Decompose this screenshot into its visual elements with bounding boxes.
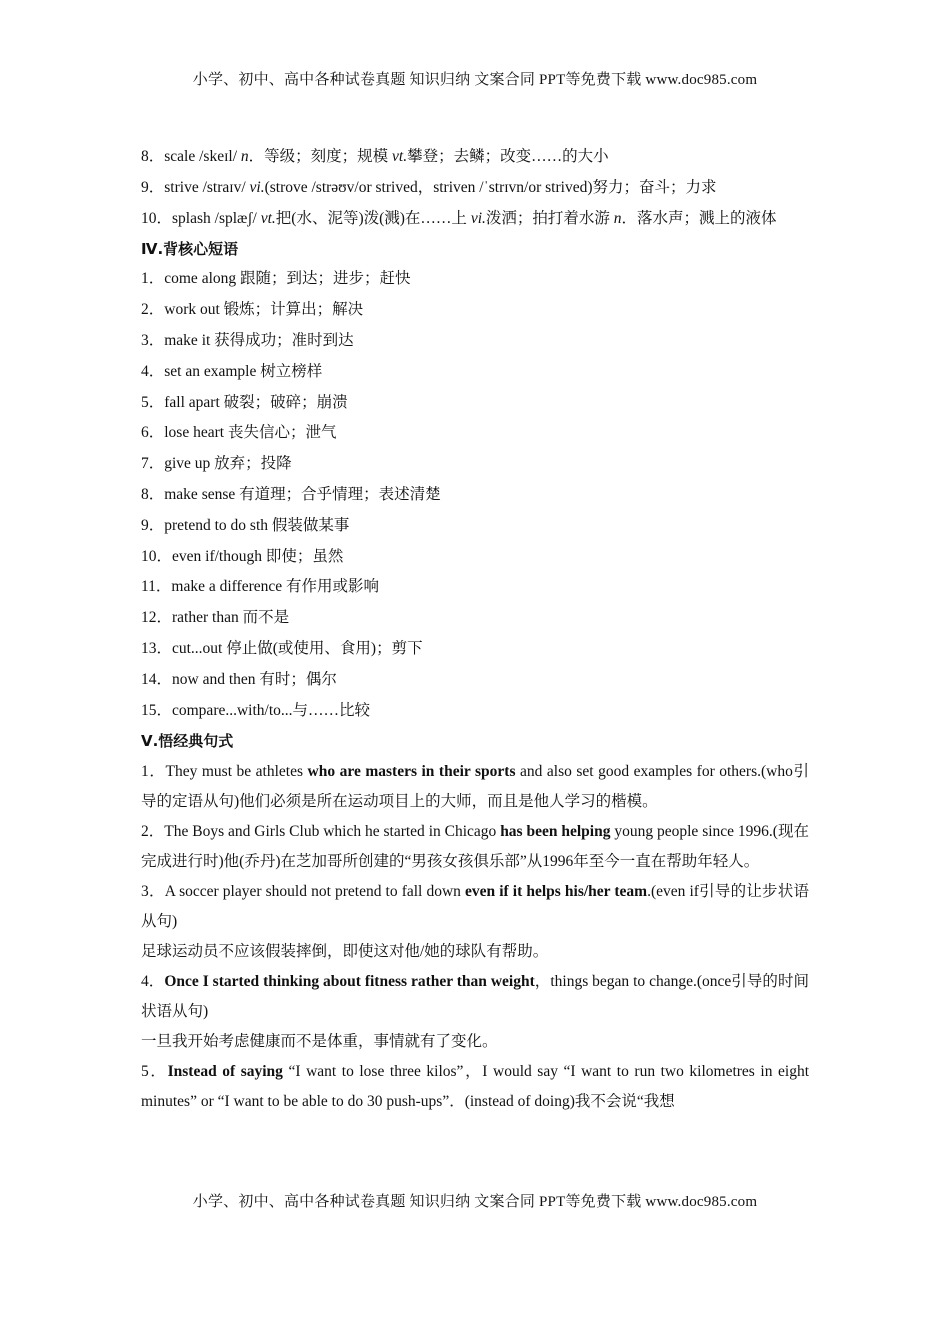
sentence-item-3 xyxy=(141,877,809,937)
sentence-text: 5． xyxy=(141,1063,168,1081)
vocab-word: strive /straɪv/ xyxy=(164,178,250,196)
vocab-item-8 xyxy=(141,142,809,173)
phrase-item: 11．make a difference 有作用或影响 xyxy=(141,578,380,596)
vocab-definition: ．等级；刻度；规模 xyxy=(248,148,393,165)
phrase-item: 5．fall apart 破裂；破碎；崩溃 xyxy=(141,393,348,411)
phrase-item: 12．rather than 而不是 xyxy=(141,609,290,627)
phrase-item: 8．make sense 有道理；合乎情理；表述清楚 xyxy=(141,485,441,503)
phrase-item: 2．work out 锻炼；计算出；解决 xyxy=(141,301,364,319)
part-of-speech: vt. xyxy=(392,148,408,165)
phrase-item: 7．give up 放弃；投降 xyxy=(141,455,292,473)
sentence-text: 2．The Boys and Girls Club which he started in Chicago xyxy=(141,823,501,841)
vocab-definition: ．落水声；溅上的液体 xyxy=(621,209,777,227)
part-of-speech: vt. xyxy=(260,209,276,227)
sentence-text: ，things began to change.(once引导的时间状语从句) xyxy=(141,973,809,1021)
vocab-item-10 xyxy=(141,204,809,234)
section-heading-sentences: Ⅴ.悟经典句式 xyxy=(141,732,234,751)
item-number: 8． xyxy=(141,148,165,165)
document-body xyxy=(141,142,809,1117)
part-of-speech: n xyxy=(613,209,622,227)
vocab-definition: 把(水、泥等)泼(溅)在……上 xyxy=(275,209,471,227)
vocab-item-9 xyxy=(141,173,809,204)
page-header: 小学、初中、高中各种试卷真题 知识归纳 文案合同 PPT等免费下载 www.doc985.com xyxy=(192,72,758,88)
sentence-translation-4: 一旦我开始考虑健康而不是体重，事情就有了变化。 xyxy=(141,1033,498,1051)
sentence-highlight: Instead of saying xyxy=(167,1063,283,1081)
sentence-item-4 xyxy=(141,967,809,1027)
vocab-definition: 攀登；去鳞；改变……的大小 xyxy=(407,148,609,165)
sentence-text: 1．They must be athletes xyxy=(141,763,308,781)
item-number: 9． xyxy=(141,178,165,196)
vocab-definition: (strove /strəʊv/or strived，striven /ˈstrɪvn/or strived)努力；奋斗；力求 xyxy=(264,178,717,196)
phrase-item: 9．pretend to do sth 假装做某事 xyxy=(141,516,350,534)
part-of-speech: vi. xyxy=(249,178,265,196)
phrase-item: 15．compare...with/to...与……比较 xyxy=(141,701,371,719)
sentence-highlight: has been helping xyxy=(500,823,611,841)
sentence-highlight: who are masters in their sports xyxy=(307,763,516,781)
sentence-text: “I want to lose three kilos”，I would say “I want to run two kilometres in eight minutes” or “I want to be able to do 30 push-ups”．(instead of doing)我不会说“我想 xyxy=(141,1063,809,1111)
phrase-item: 14．now and then 有时；偶尔 xyxy=(141,670,337,688)
phrase-item: 4．set an example 树立榜样 xyxy=(141,362,323,380)
phrase-item: 13．cut...out 停止做(或使用、食用)；剪下 xyxy=(141,639,423,657)
sentence-text: 4． xyxy=(141,973,165,991)
sentence-text: 3．A soccer player should not pretend to fall down xyxy=(141,883,465,901)
section-heading-phrases: Ⅳ.背核心短语 xyxy=(141,239,239,258)
vocab-word: splash /splæʃ/ xyxy=(172,209,261,227)
part-of-speech: vi. xyxy=(470,209,486,227)
phrase-item: 1．come along 跟随；到达；进步；赶快 xyxy=(141,270,411,288)
phrase-item: 3．make it 获得成功；准时到达 xyxy=(141,331,354,349)
sentence-highlight: even if it helps his/her team xyxy=(465,883,648,901)
sentence-text: young people since 1996.(现在完成进行时)他(乔丹)在芝加哥所创建的“男孩女孩俱乐部”从1996年至今一直在帮助年轻人。 xyxy=(141,823,809,871)
page-footer: 小学、初中、高中各种试卷真题 知识归纳 文案合同 PPT等免费下载 www.doc985.com xyxy=(192,1194,758,1210)
part-of-speech: n xyxy=(240,148,249,165)
item-number: 10． xyxy=(141,209,173,227)
phrase-item: 6．lose heart 丧失信心；泄气 xyxy=(141,424,337,442)
sentence-item-5 xyxy=(141,1057,809,1117)
sentence-item-2 xyxy=(141,817,809,877)
vocab-definition: 泼洒；拍打着水游 xyxy=(485,209,614,227)
sentence-translation-3: 足球运动员不应该假装摔倒，即使这对他/她的球队有帮助。 xyxy=(141,943,549,961)
sentence-item-1 xyxy=(141,757,809,817)
sentence-text: .(even if引导的让步状语从句) xyxy=(141,883,809,931)
vocab-word: scale /skeɪl/ xyxy=(164,148,241,165)
phrase-item: 10．even if/though 即使；虽然 xyxy=(141,547,344,565)
sentence-highlight: Once I started thinking about fitness rather than weight xyxy=(164,973,535,991)
sentence-text: and also set good examples for others.(who引导的定语从句)他们必须是所在运动项目上的大师，而且是他人学习的楷模。 xyxy=(141,763,809,811)
